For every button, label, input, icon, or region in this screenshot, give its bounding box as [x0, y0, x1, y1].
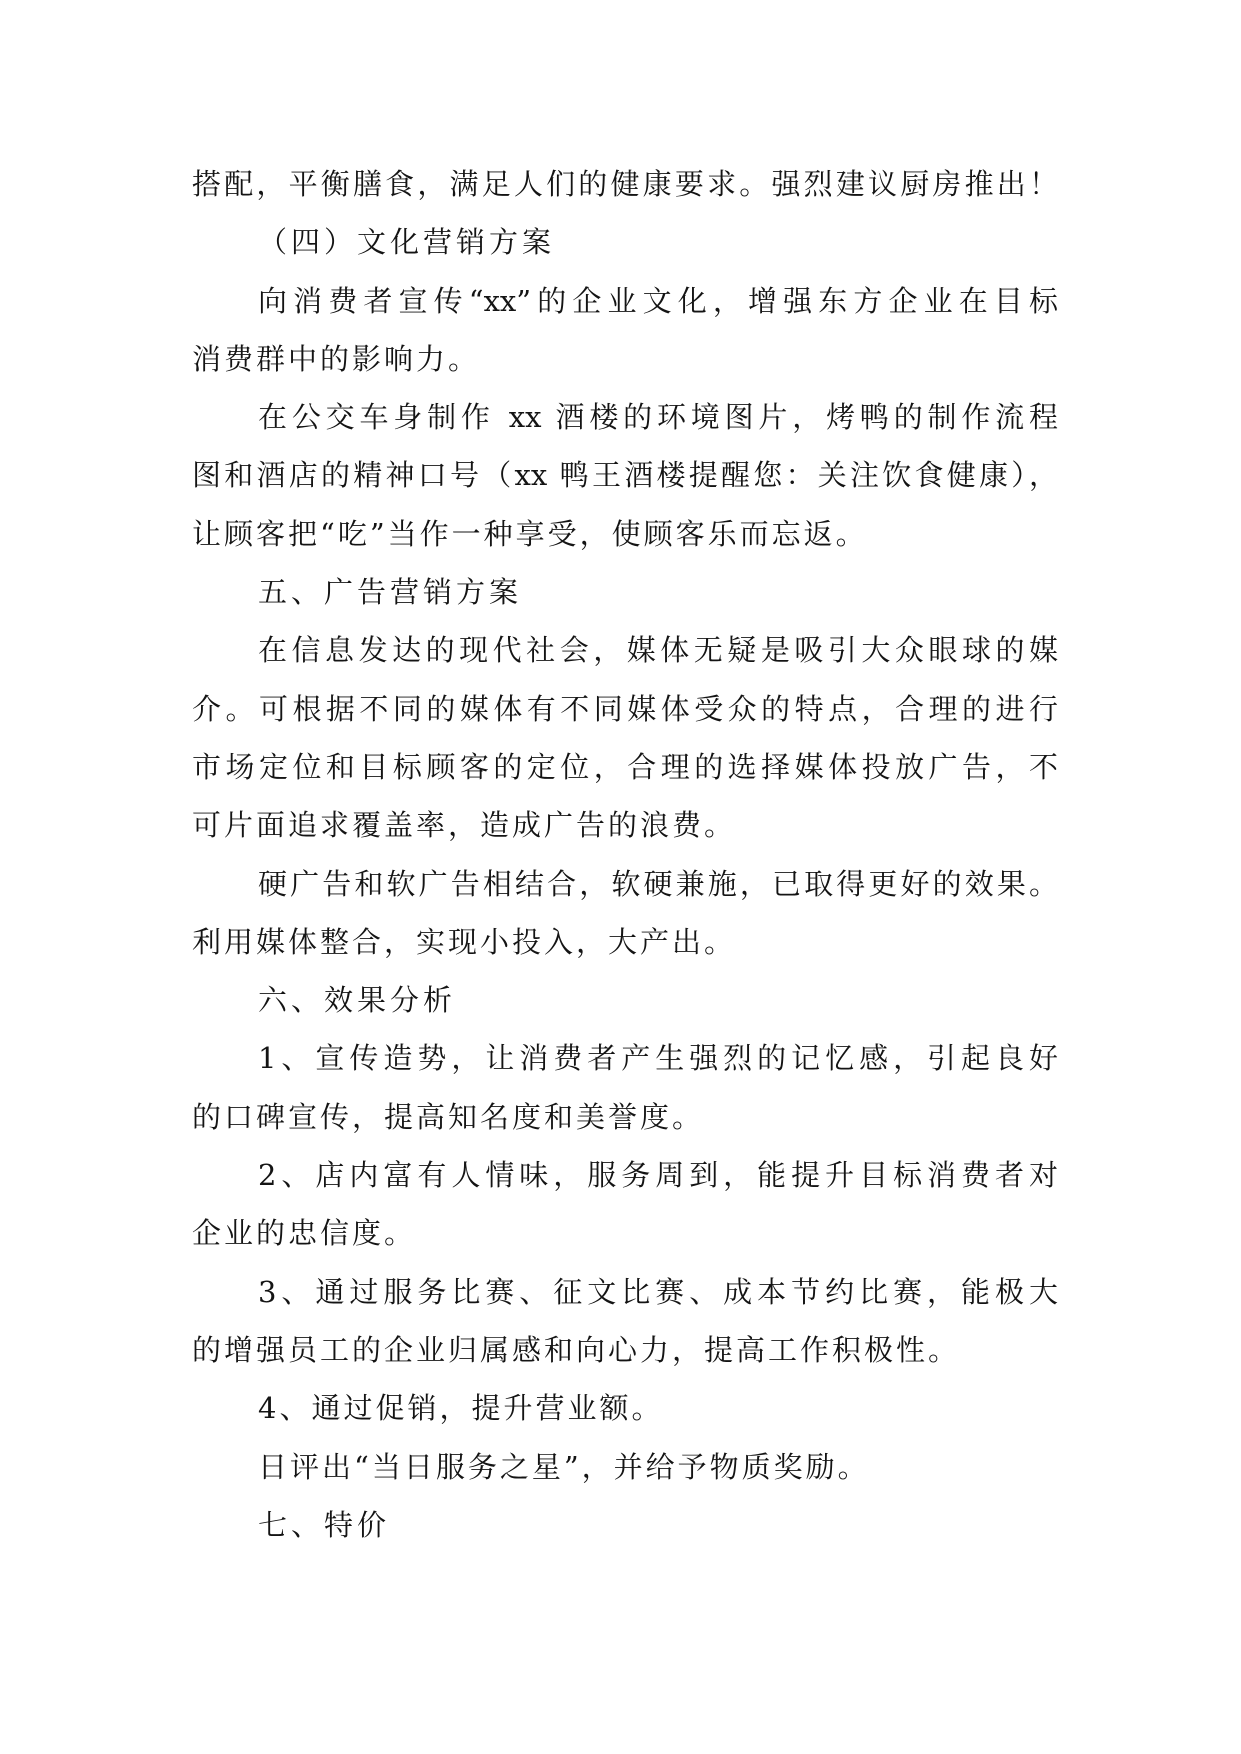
section-heading-text: 七、特价 [258, 1507, 391, 1542]
text-line: 日评出“当日服务之星”，并给予物质奖励。 [258, 1449, 870, 1484]
text-line: 3、通过服务比赛、征文比赛、成本节约比赛，能极大 [258, 1274, 1058, 1309]
text-line: 向消费者宣传“xx”的企业文化，增强东方企业在目标 [258, 283, 1058, 318]
section-heading-text: 六、效果分析 [258, 983, 457, 1018]
text-line: 的增强员工的企业归属感和向心力，提高工作积极性。 [192, 1332, 961, 1367]
section-heading-text: 五、广告营销方案 [258, 575, 523, 610]
text-line: 消费群中的影响力。 [192, 341, 481, 376]
text-line: 的口碑宣传，提高知名度和美誉度。 [192, 1099, 705, 1134]
text-line: 搭配，平衡膳食，满足人们的健康要求。强烈建议厨房推出！ [192, 167, 1058, 201]
section-heading [192, 213, 1058, 271]
section-heading-text: （四）文化营销方案 [258, 225, 556, 260]
paragraph [192, 621, 1058, 854]
list-item [192, 1263, 1058, 1380]
text-line: 硬广告和软广告相结合，软硬兼施，已取得更好的效果。 [258, 866, 1058, 901]
paragraph [192, 388, 1058, 563]
paragraph [192, 272, 1058, 389]
text-line: 利用媒体整合，实现小投入，大产出。 [192, 924, 737, 959]
section-heading [192, 971, 1058, 1029]
paragraph [192, 1438, 1058, 1496]
list-item [192, 1029, 1058, 1146]
text-line: 在公交车身制作 xx 酒楼的环境图片，烤鸭的制作流程 [258, 400, 1058, 435]
text-line: 1、宣传造势，让消费者产生强烈的记忆感，引起良好 [258, 1041, 1058, 1076]
text-line: 可片面追求覆盖率，造成广告的浪费。 [192, 808, 737, 843]
section-heading [192, 1496, 1058, 1554]
text-line: 让顾客把“吃”当作一种享受，使顾客乐而忘返。 [192, 516, 868, 551]
text-line: 2、店内富有人情味，服务周到，能提升目标消费者对 [258, 1158, 1058, 1193]
text-line: 4、通过促销，提升营业额。 [258, 1391, 664, 1426]
section-heading [192, 563, 1058, 621]
document-body [192, 155, 1058, 1554]
list-item [192, 1146, 1058, 1263]
paragraph [192, 855, 1058, 972]
paragraph [192, 155, 1058, 213]
text-line: 企业的忠信度。 [192, 1216, 417, 1251]
text-line: 在信息发达的现代社会，媒体无疑是吸引大众眼球的媒 [258, 633, 1058, 668]
text-line: 介。可根据不同的媒体有不同媒体受众的特点，合理的进行 [192, 691, 1058, 726]
text-line: 图和酒店的精神口号（xx 鸭王酒楼提醒您：关注饮食健康）， [192, 458, 1058, 493]
text-line: 市场定位和目标顾客的定位，合理的选择媒体投放广告，不 [192, 749, 1058, 784]
list-item [192, 1379, 1058, 1437]
